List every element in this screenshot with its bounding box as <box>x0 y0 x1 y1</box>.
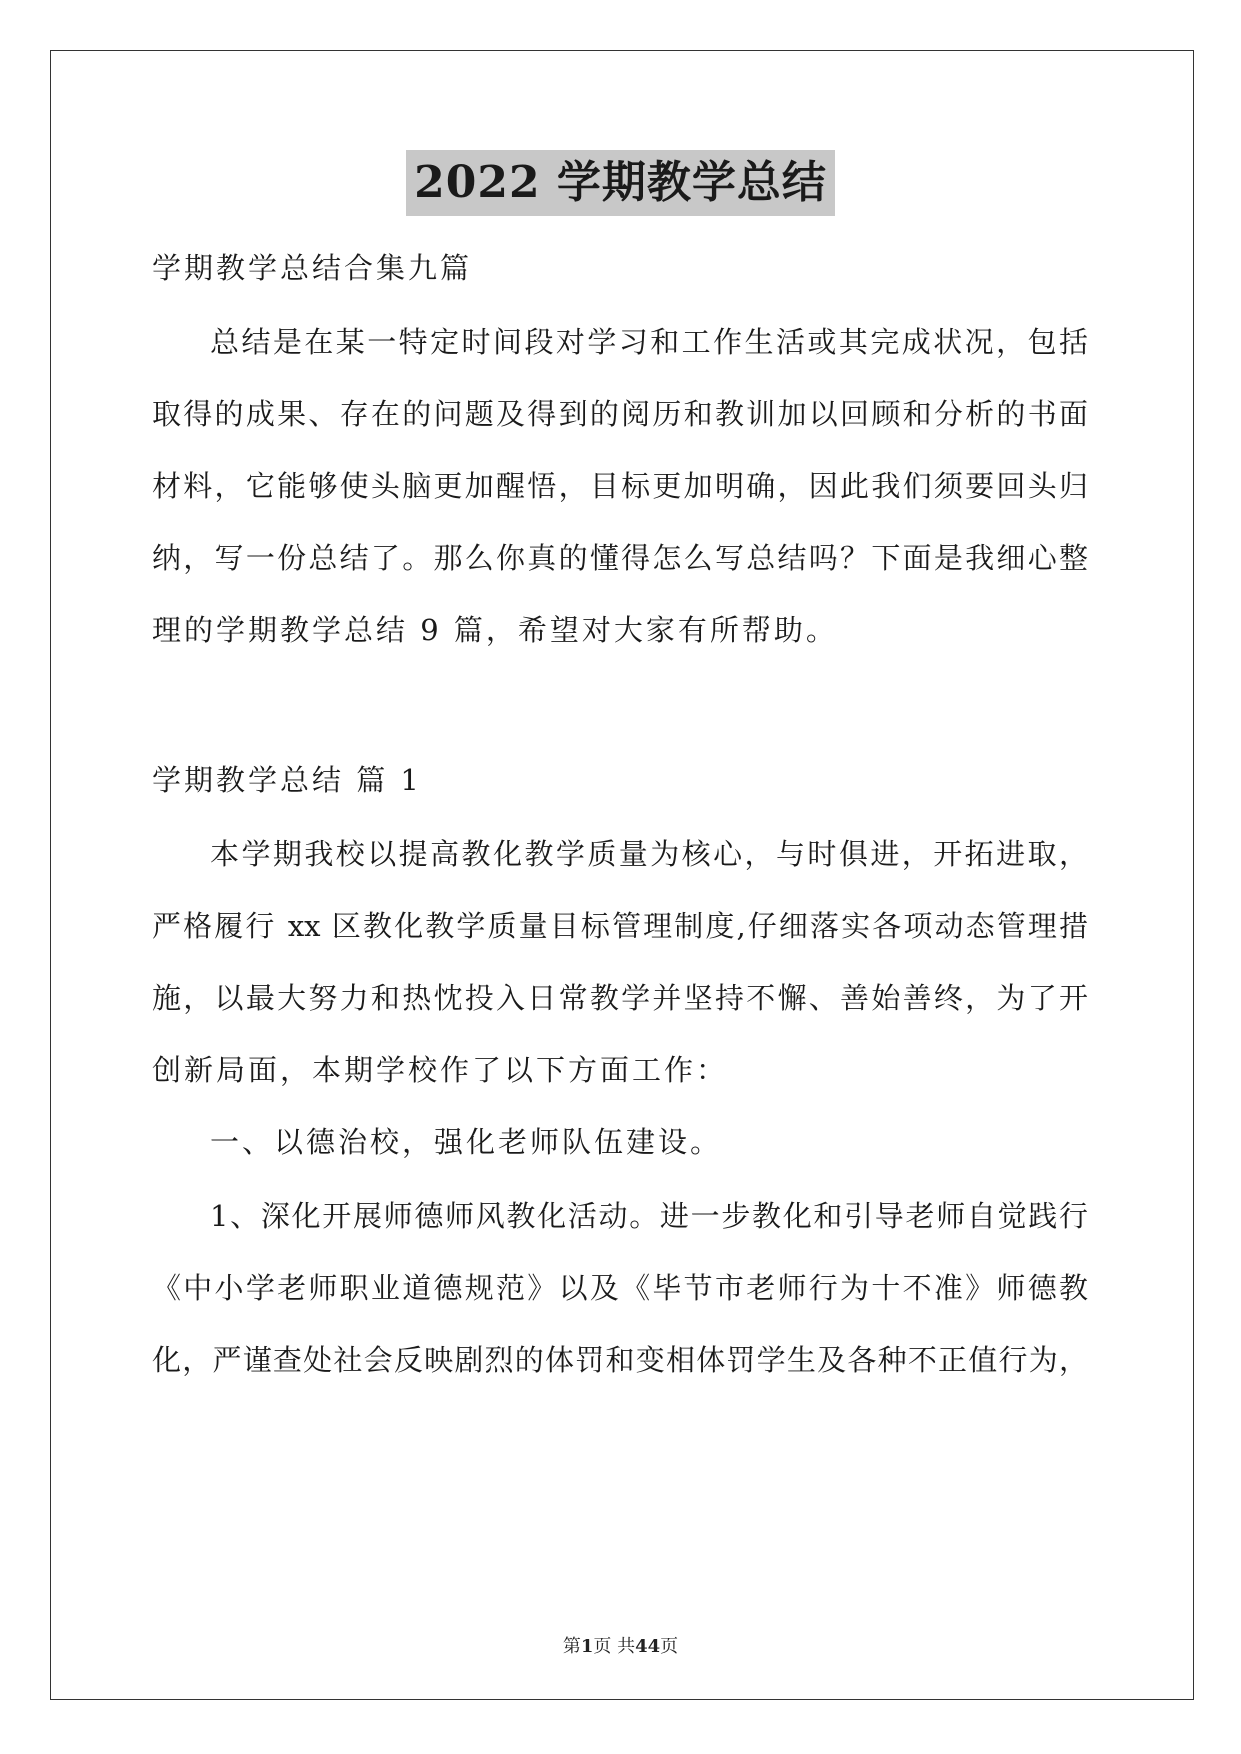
paragraph-line: 总结是在某一特定时间段对学习和工作生活或其完成状况，包括 <box>210 325 1088 359</box>
footer-mid: 页 共 <box>593 1636 636 1657</box>
subtitle: 学期教学总结合集九篇 <box>152 251 473 285</box>
title-container <box>0 150 1241 216</box>
paragraph-line: 材料，它能够使头脑更加醒悟，目标更加明确，因此我们须要回头归 <box>152 469 1088 503</box>
paragraph-line: 施，以最大努力和热忱投入日常教学并坚持不懈、善始善终，为了开 <box>152 981 1088 1015</box>
paragraph-line: 《中小学老师职业道德规范》以及《毕节市老师行为十不准》师德教 <box>152 1271 1088 1305</box>
footer-page-number: 1 <box>580 1636 594 1657</box>
paragraph-line: 1、深化开展师德师风教化活动。进一步教化和引导老师自觉践行 <box>210 1199 1088 1233</box>
paragraph-line: 严格履行 xx 区教化教学质量目标管理制度,仔细落实各项动态管理措 <box>152 909 1088 943</box>
paragraph-line: 本学期我校以提高教化教学质量为核心，与时俱进，开拓进取， <box>210 837 1088 871</box>
document-title: 2022 学期教学总结 <box>406 150 835 216</box>
footer-prefix: 第 <box>562 1636 581 1657</box>
paragraph-line: 取得的成果、存在的问题及得到的阅历和教训加以回顾和分析的书面 <box>152 397 1088 431</box>
footer-suffix: 页 <box>660 1636 679 1657</box>
paragraph-line: 纳，写一份总结了。那么你真的懂得怎么写总结吗？下面是我细心整 <box>152 541 1088 575</box>
footer-total-pages: 44 <box>635 1636 661 1657</box>
paragraph-line: 理的学期教学总结 9 篇，希望对大家有所帮助。 <box>152 613 838 647</box>
section-subheading: 一、以德治校，强化老师队伍建设。 <box>210 1125 723 1159</box>
page-border <box>50 50 1194 1700</box>
page-footer <box>0 1632 1241 1658</box>
paragraph-line: 创新局面，本期学校作了以下方面工作： <box>152 1053 729 1087</box>
paragraph-line: 化，严谨查处社会反映剧烈的体罚和变相体罚学生及各种不正值行为， <box>152 1343 1088 1377</box>
section-heading: 学期教学总结 篇 1 <box>152 763 422 797</box>
